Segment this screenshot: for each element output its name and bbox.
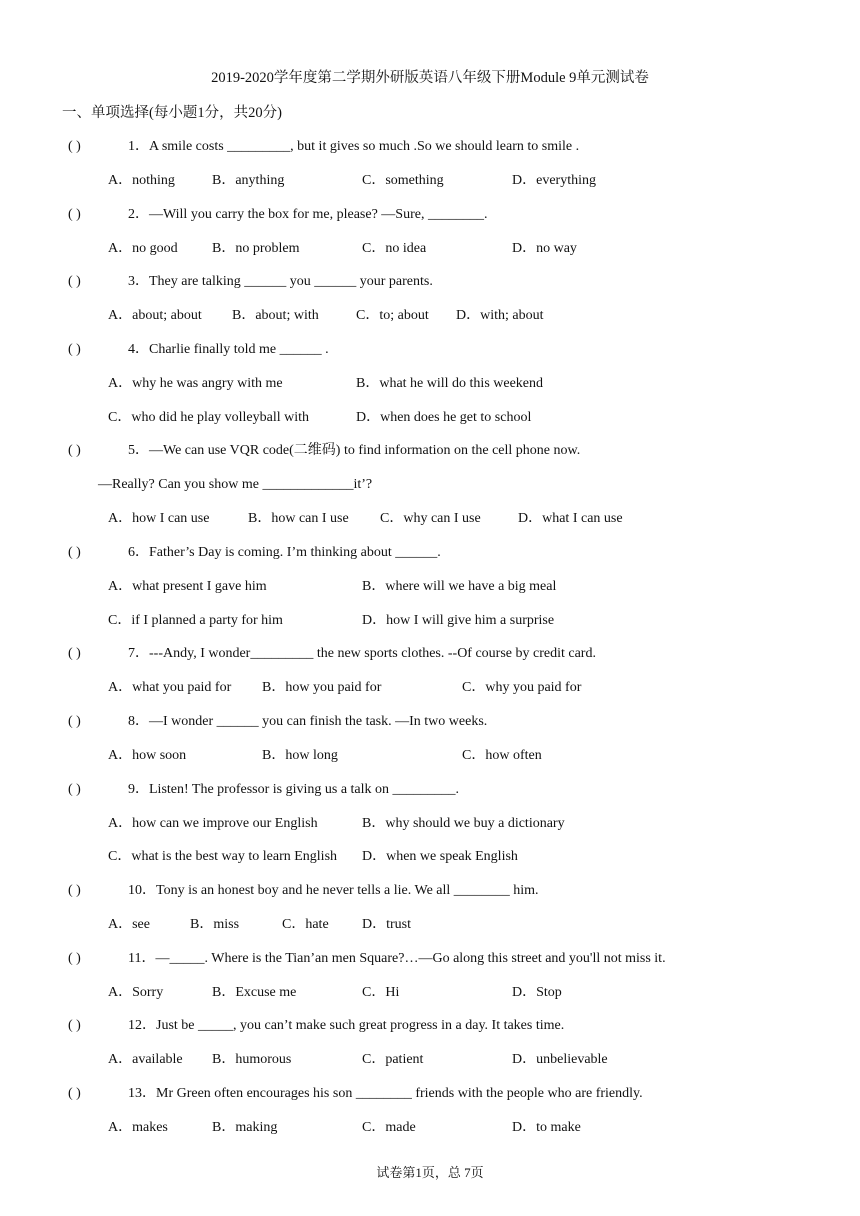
answer-blank[interactable]: ( ) [68, 139, 81, 154]
question-number: 13． [128, 1086, 156, 1101]
question-12 [68, 1017, 564, 1035]
question-11 [68, 950, 666, 968]
question-text: Mr Green often encourages his son ________ friends with the people who are friendly. [156, 1086, 643, 1101]
question-number: 8． [128, 714, 149, 729]
question-number: 3． [128, 274, 149, 289]
option-d: D．trust [362, 917, 411, 932]
option-a: A．about; about [108, 308, 202, 323]
answer-blank[interactable]: ( ) [68, 1086, 81, 1101]
option-b: B．anything [212, 173, 285, 188]
option-b: B．miss [190, 917, 240, 932]
option-c: C．to; about [356, 308, 429, 323]
question-text: Tony is an honest boy and he never tells a lie. We all ________ him. [156, 883, 539, 898]
option-c: C．who did he play volleyball with [108, 410, 310, 425]
question-2 [68, 206, 487, 224]
question-text: —_____. Where is the Tian’an men Square?…—Go along this street and you'll not miss it. [155, 951, 666, 966]
question-6 [68, 544, 441, 562]
exam-title: 2019-2020学年度第二学期外研版英语八年级下册Module 9单元测试卷 [211, 70, 649, 86]
option-d: D．to make [512, 1120, 581, 1135]
option-d: D．how I will give him a surprise [362, 613, 555, 628]
option-b: B．humorous [212, 1052, 292, 1067]
option-b: B．what he will do this weekend [356, 376, 544, 391]
option-d: D．when we speak English [362, 849, 518, 864]
option-a: A．why he was angry with me [108, 376, 283, 391]
question-number: 9． [128, 782, 149, 797]
option-a: A．no good [108, 241, 178, 256]
option-a: A．what present I gave him [108, 579, 267, 594]
answer-blank[interactable]: ( ) [68, 342, 81, 357]
option-a: A．what you paid for [108, 680, 232, 695]
option-a: A．how can we improve our English [108, 816, 318, 831]
option-c: C．no idea [362, 241, 427, 256]
option-a: A．how I can use [108, 511, 210, 526]
question-text: —We can use VQR code(二维码) to find information on the cell phone now. [149, 443, 581, 458]
answer-blank[interactable]: ( ) [68, 951, 81, 966]
question-text: ---Andy, I wonder_________ the new sports clothes. --Of course by credit card. [149, 646, 596, 661]
question-number: 6． [128, 545, 149, 560]
option-b: B．where will we have a big meal [362, 579, 557, 594]
question-text: A smile costs _________, but it gives so much .So we should learn to smile . [149, 139, 580, 154]
option-b: B．about; with [232, 308, 319, 323]
option-d: D．everything [512, 173, 596, 188]
question-4 [68, 341, 329, 359]
question-continuation: —Really? Can you show me _____________it’? [98, 477, 373, 492]
question-13 [68, 1085, 643, 1103]
option-d: D．what I can use [518, 511, 623, 526]
question-number: 4． [128, 342, 149, 357]
option-b: B．Excuse me [212, 985, 297, 1000]
option-c: C．made [362, 1120, 416, 1135]
section-heading: 一、单项选择(每小题1分，共20分) [62, 105, 282, 121]
answer-blank[interactable]: ( ) [68, 545, 81, 560]
question-number: 10． [128, 883, 156, 898]
option-b: B．how can I use [248, 511, 349, 526]
question-text: Father’s Day is coming. I’m thinking about ______. [149, 545, 441, 560]
option-d: D．no way [512, 241, 577, 256]
option-a: A．how soon [108, 748, 187, 763]
option-b: B．how you paid for [262, 680, 382, 695]
answer-blank[interactable]: ( ) [68, 883, 81, 898]
question-8 [68, 713, 487, 731]
question-10 [68, 882, 539, 900]
option-d: D．when does he get to school [356, 410, 532, 425]
option-a: A．makes [108, 1120, 168, 1135]
option-d: D．Stop [512, 985, 562, 1000]
option-a: A．Sorry [108, 985, 164, 1000]
answer-blank[interactable]: ( ) [68, 274, 81, 289]
question-9 [68, 781, 459, 799]
answer-blank[interactable]: ( ) [68, 646, 81, 661]
option-d: D．with; about [456, 308, 544, 323]
question-3 [68, 273, 433, 291]
option-c: C．something [362, 173, 444, 188]
option-c: C．patient [362, 1052, 424, 1067]
question-5 [68, 442, 580, 460]
question-text: Listen! The professor is giving us a talk on _________. [149, 782, 460, 797]
question-number: 11． [128, 951, 156, 966]
question-text: —Will you carry the box for me, please? —Sure, ________. [149, 207, 488, 222]
answer-blank[interactable]: ( ) [68, 1018, 81, 1033]
option-c: C．how often [462, 748, 542, 763]
option-d: D．unbelievable [512, 1052, 608, 1067]
answer-blank[interactable]: ( ) [68, 207, 81, 222]
option-c: C．why can I use [380, 511, 481, 526]
option-b: B．making [212, 1120, 278, 1135]
option-c: C．why you paid for [462, 680, 582, 695]
question-7 [68, 645, 596, 663]
option-a: A．nothing [108, 173, 175, 188]
page-footer: 试卷第1页，总 7页 [376, 1165, 484, 1180]
question-1 [68, 138, 579, 156]
option-c: C．Hi [362, 985, 400, 1000]
question-text: —I wonder ______ you can finish the task. —In two weeks. [149, 714, 488, 729]
question-number: 12． [128, 1018, 156, 1033]
option-b: B．no problem [212, 241, 300, 256]
answer-blank[interactable]: ( ) [68, 714, 81, 729]
question-number: 7． [128, 646, 149, 661]
answer-blank[interactable]: ( ) [68, 443, 81, 458]
question-number: 1． [128, 139, 149, 154]
question-text: They are talking ______ you ______ your parents. [149, 274, 433, 289]
question-number: 5． [128, 443, 149, 458]
question-text: Charlie finally told me ______ . [149, 342, 329, 357]
question-text: Just be _____, you can’t make such great progress in a day. It takes time. [156, 1018, 565, 1033]
option-b: B．why should we buy a dictionary [362, 816, 565, 831]
question-number: 2． [128, 207, 149, 222]
option-c: C．what is the best way to learn English [108, 849, 338, 864]
answer-blank[interactable]: ( ) [68, 782, 81, 797]
option-c: C．if I planned a party for him [108, 613, 283, 628]
option-a: A．available [108, 1052, 183, 1067]
option-b: B．how long [262, 748, 338, 763]
option-c: C．hate [282, 917, 329, 932]
option-a: A．see [108, 917, 150, 932]
